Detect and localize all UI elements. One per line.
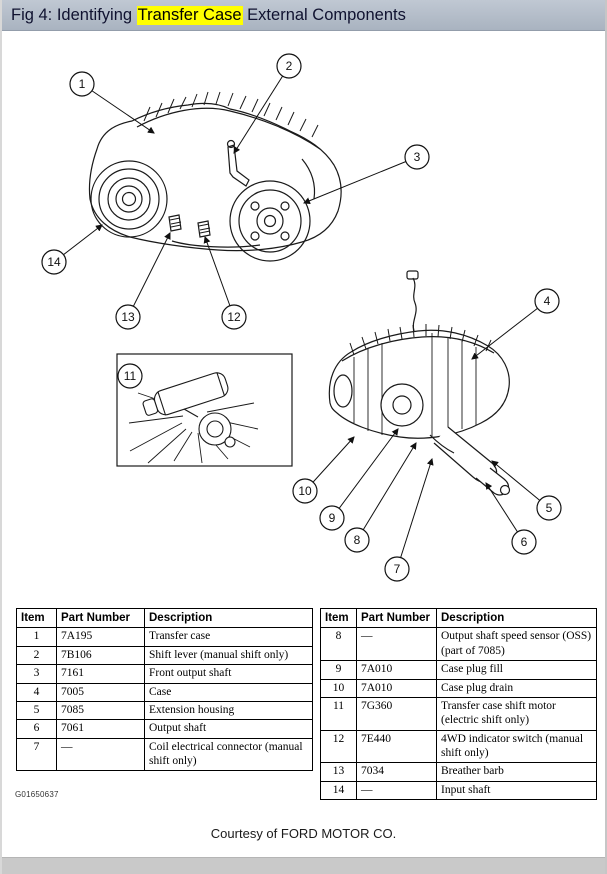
svg-text:4: 4	[543, 294, 551, 308]
table-row	[17, 720, 313, 738]
inset-border	[117, 354, 292, 466]
table-header-row	[17, 609, 313, 628]
part-number-cell: 7B106	[57, 646, 145, 664]
description-cell: Transfer case	[145, 628, 313, 646]
description-cell: Case	[145, 683, 313, 701]
parts-table-right	[320, 608, 597, 800]
part-number-cell: 7A010	[357, 661, 437, 679]
description-cell: Output shaft	[145, 720, 313, 738]
svg-text:6: 6	[520, 535, 528, 549]
svg-text:12: 12	[227, 310, 241, 324]
part-number-cell: —	[357, 628, 437, 661]
table-row	[321, 679, 597, 697]
svg-text:1: 1	[78, 77, 86, 91]
callout-4	[535, 289, 559, 313]
item-cell: 4	[17, 683, 57, 701]
svg-text:13: 13	[121, 310, 135, 324]
callout-14	[42, 250, 66, 274]
callout-13	[116, 305, 140, 329]
col-header-part-number: Part Number	[57, 609, 145, 628]
svg-text:8: 8	[353, 533, 361, 547]
table-row	[321, 628, 597, 661]
table-row	[17, 646, 313, 664]
description-cell: Front output shaft	[145, 665, 313, 683]
svg-text:9: 9	[328, 511, 336, 525]
item-cell: 9	[321, 661, 357, 679]
item-cell: 7	[17, 738, 57, 771]
col-header-part-number: Part Number	[357, 609, 437, 628]
callout-5	[537, 496, 561, 520]
transfer-case-front-view	[89, 92, 341, 261]
part-number-cell: 7005	[57, 683, 145, 701]
description-cell: Case plug fill	[437, 661, 597, 679]
col-header-description: Description	[145, 609, 313, 628]
item-cell: 2	[17, 646, 57, 664]
title-highlight: Transfer Case	[137, 5, 242, 24]
table-row	[17, 701, 313, 719]
table-row	[321, 730, 597, 763]
callout-8	[345, 528, 369, 552]
table-row	[17, 665, 313, 683]
bottom-strip	[2, 857, 605, 874]
part-number-cell: 7085	[57, 701, 145, 719]
title-prefix: Fig 4: Identifying	[11, 5, 137, 24]
item-cell: 5	[17, 701, 57, 719]
svg-text:11: 11	[123, 369, 137, 383]
table-row	[17, 628, 313, 646]
description-cell: Breather barb	[437, 763, 597, 781]
svg-text:5: 5	[545, 501, 553, 515]
item-cell: 11	[321, 697, 357, 730]
item-cell: 3	[17, 665, 57, 683]
courtesy-note: Courtesy of FORD MOTOR CO.	[210, 826, 397, 841]
description-cell: Input shaft	[437, 781, 597, 799]
callout-6	[512, 530, 536, 554]
table-row	[321, 661, 597, 679]
drawing-id: G01650637	[15, 790, 59, 799]
description-cell: Coil electrical connector (manual shift only)	[145, 738, 313, 771]
part-number-cell: 7A010	[357, 679, 437, 697]
part-number-cell: 7G360	[357, 697, 437, 730]
description-cell: Case plug drain	[437, 679, 597, 697]
part-number-cell: 7A195	[57, 628, 145, 646]
part-number-cell: —	[57, 738, 145, 771]
shift-motor-inset	[117, 354, 292, 466]
title-suffix: External Components	[242, 5, 406, 24]
part-number-cell: 7034	[357, 763, 437, 781]
item-cell: 6	[17, 720, 57, 738]
table-row	[321, 697, 597, 730]
item-cell: 1	[17, 628, 57, 646]
item-cell: 8	[321, 628, 357, 661]
col-header-description: Description	[437, 609, 597, 628]
svg-text:14: 14	[47, 255, 61, 269]
transfer-case-diagram	[2, 31, 607, 606]
svg-text:3: 3	[413, 150, 421, 164]
part-number-cell: 7161	[57, 665, 145, 683]
figure-title-bar	[2, 0, 605, 31]
svg-text:2: 2	[285, 59, 293, 73]
callout-10	[293, 479, 317, 503]
transfer-case-rear-view	[329, 271, 509, 495]
description-cell: Output shaft speed sensor (OSS) (part of 7085)	[437, 628, 597, 661]
description-cell: Shift lever (manual shift only)	[145, 646, 313, 664]
item-cell: 14	[321, 781, 357, 799]
callout-1	[70, 72, 94, 96]
description-cell: 4WD indicator switch (manual shift only)	[437, 730, 597, 763]
table-row	[321, 781, 597, 799]
callout-9	[320, 506, 344, 530]
col-header-item: Item	[321, 609, 357, 628]
description-cell: Extension housing	[145, 701, 313, 719]
item-cell: 12	[321, 730, 357, 763]
parts-table-left	[16, 608, 313, 771]
svg-text:7: 7	[393, 562, 401, 576]
description-cell: Transfer case shift motor (electric shift only)	[437, 697, 597, 730]
callout-7	[385, 557, 409, 581]
callout-11	[118, 364, 142, 388]
table-row	[321, 763, 597, 781]
table-row	[17, 738, 313, 771]
part-number-cell: —	[357, 781, 437, 799]
callout-12	[222, 305, 246, 329]
table-row	[17, 683, 313, 701]
svg-text:10: 10	[298, 484, 312, 498]
col-header-item: Item	[17, 609, 57, 628]
callout-3	[405, 145, 429, 169]
table-header-row	[321, 609, 597, 628]
item-cell: 13	[321, 763, 357, 781]
item-cell: 10	[321, 679, 357, 697]
callout-2	[277, 54, 301, 78]
part-number-cell: 7E440	[357, 730, 437, 763]
part-number-cell: 7061	[57, 720, 145, 738]
